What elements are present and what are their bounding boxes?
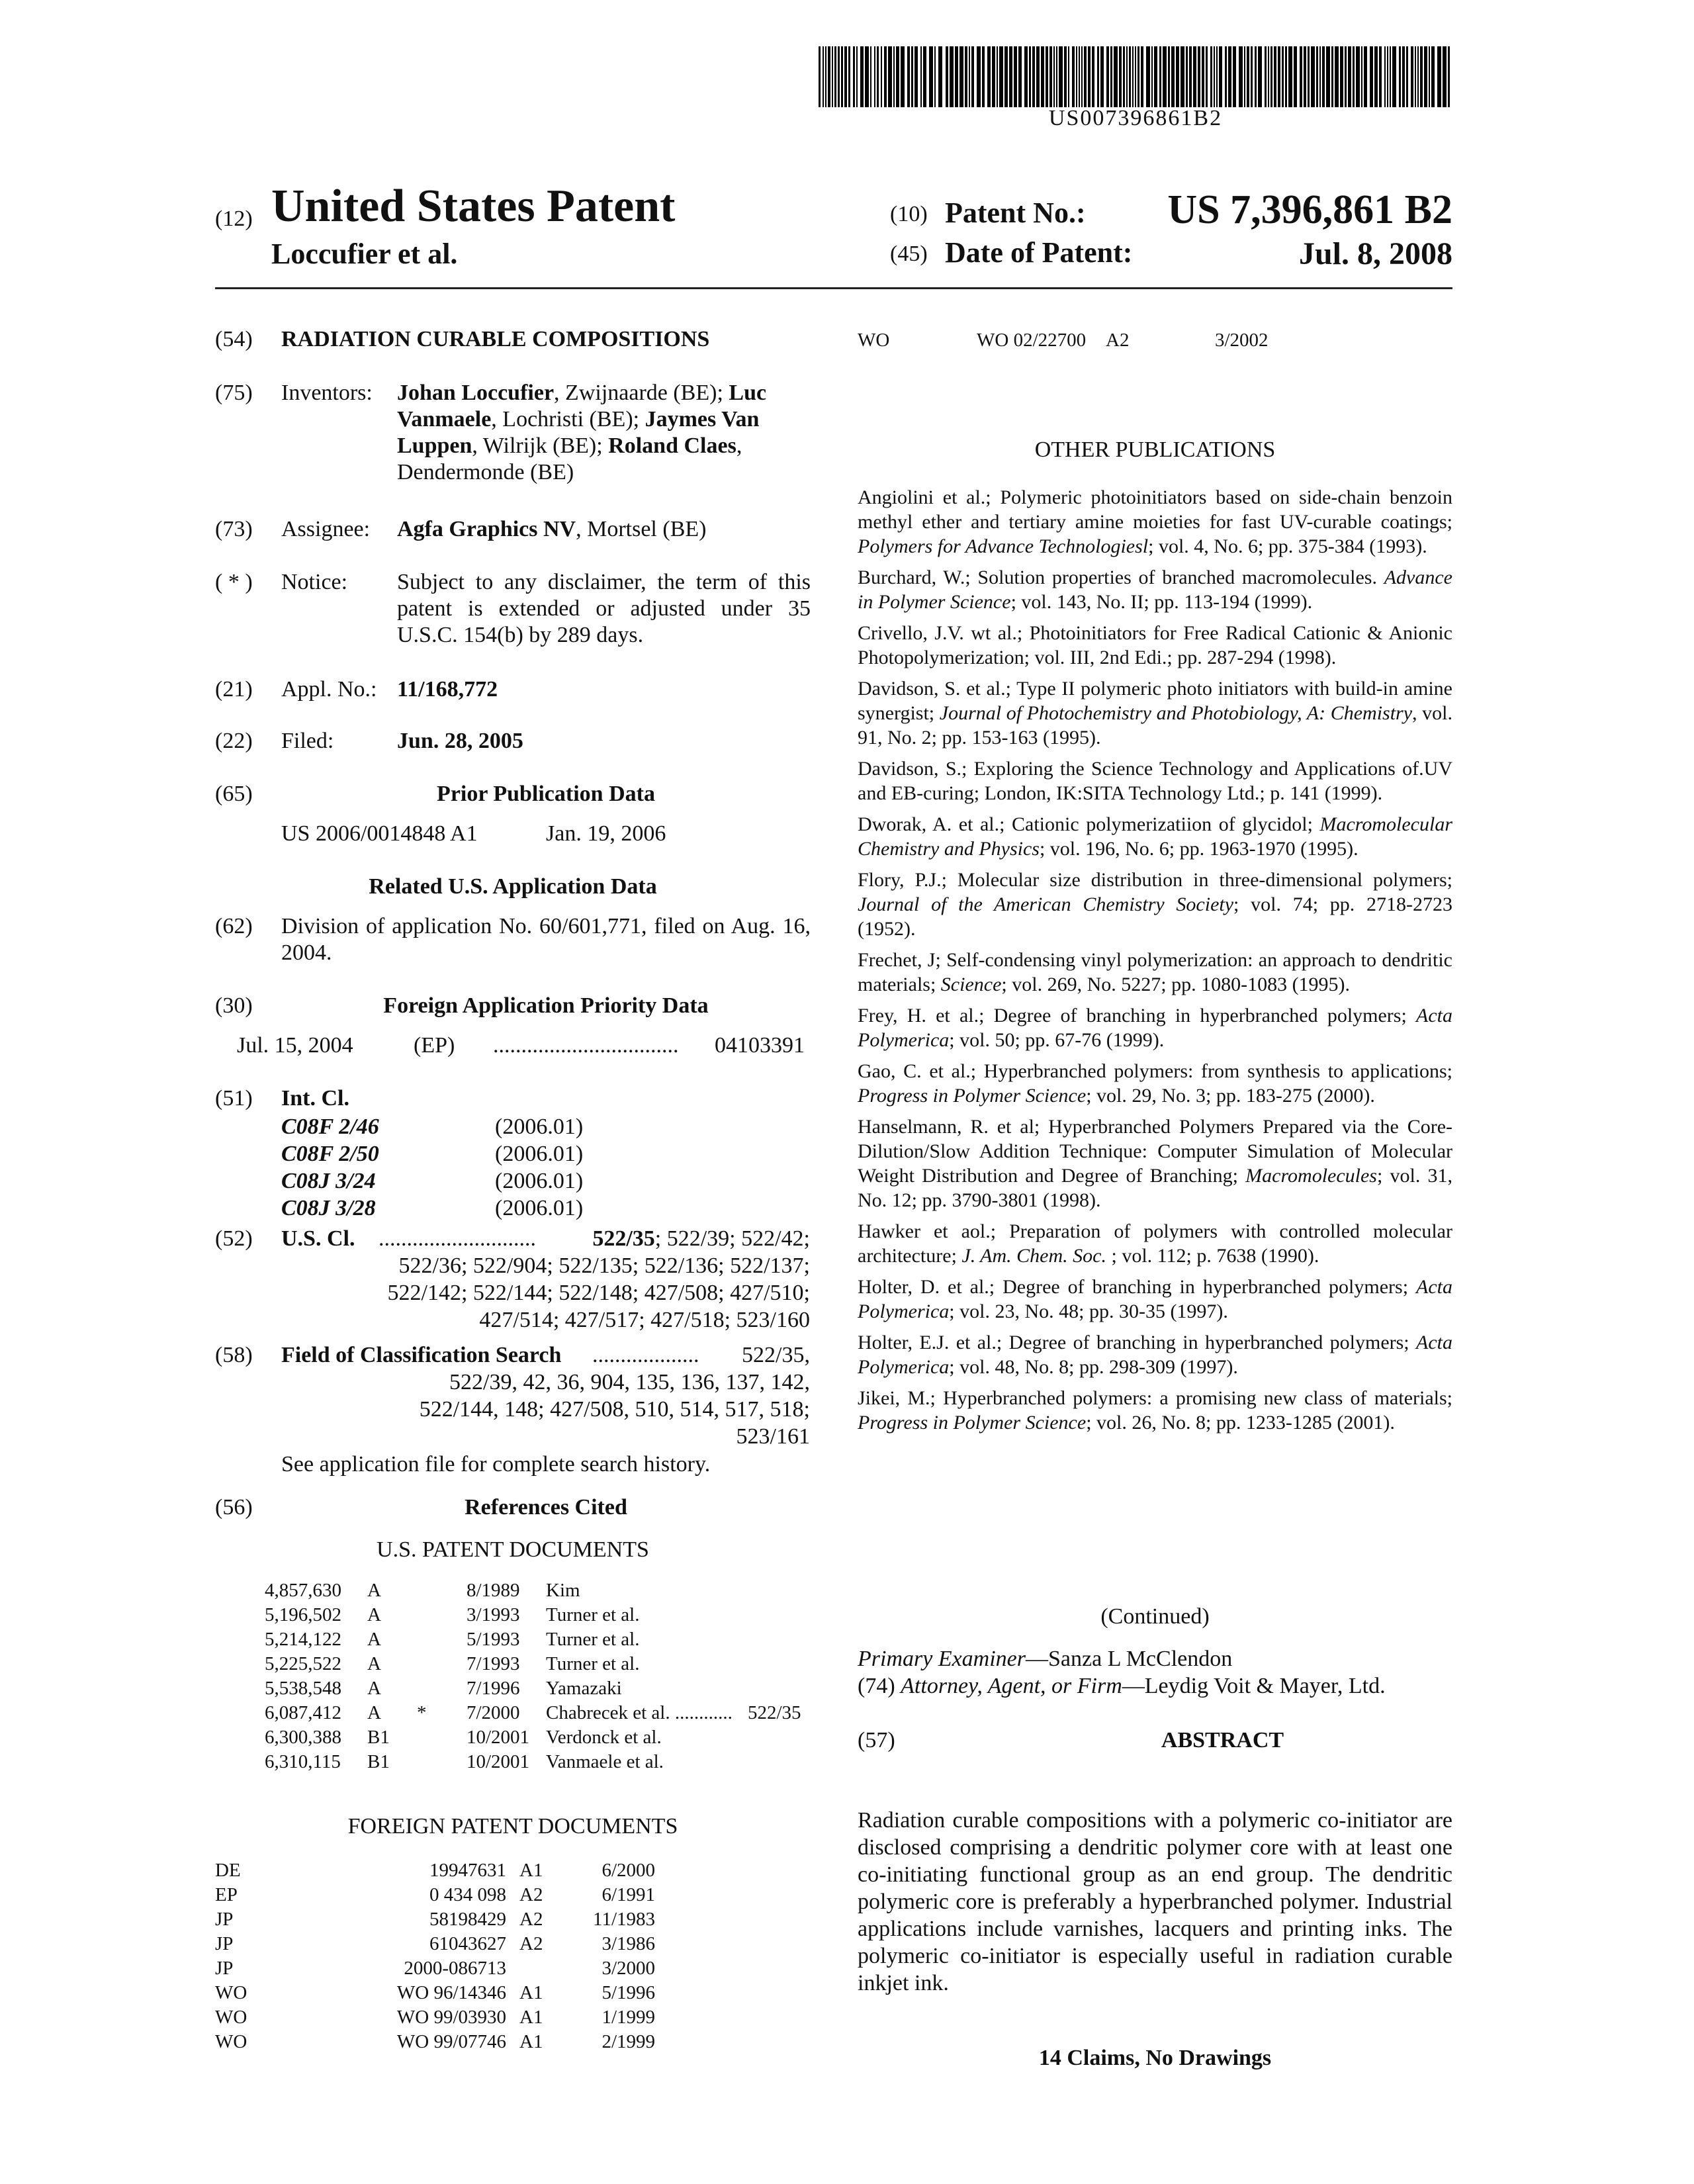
notice-label: Notice:	[281, 569, 347, 596]
examiner-label: Primary Examiner	[858, 1647, 1026, 1671]
examiner-name: —Sanza L McClendon	[1026, 1647, 1232, 1671]
primary-examiner	[858, 1646, 1232, 1672]
notice-code: ( * )	[215, 569, 253, 596]
abstract-heading: ABSTRACT	[993, 1727, 1452, 1754]
document-type: United States Patent	[271, 180, 675, 233]
foreign-docs-heading: FOREIGN PATENT DOCUMENTS	[215, 1813, 811, 1840]
publication-entry: Holter, E.J. et al.; Degree of branching in hyperbranched polymers; Acta Polymerica; vol. 48, No. 8; pp. 298-309 (1997).	[858, 1330, 1452, 1379]
us-docs-heading: U.S. PATENT DOCUMENTS	[215, 1537, 811, 1563]
abstract-code: (57)	[858, 1727, 895, 1754]
publication-entry: Flory, P.J.; Molecular size distribution in three-dimensional polymers; Journal of the American Chemistry Society; vol. 74; pp. 2718-2723 (1952).	[858, 868, 1452, 941]
attorney-code: (74)	[858, 1674, 895, 1698]
patent-number: US 7,396,861 B2	[1167, 187, 1452, 234]
foreign-priority-country: (EP)	[414, 1032, 455, 1059]
inventor-place: , Zwijnaarde (BE);	[554, 381, 729, 405]
header-rule	[215, 287, 1452, 289]
attorney-label: Attorney, Agent, or Firm	[901, 1674, 1122, 1698]
other-publications-heading: OTHER PUBLICATIONS	[858, 437, 1452, 463]
attorney-name: —Leydig Voit & Mayer, Ltd.	[1122, 1674, 1386, 1698]
publication-entry: Davidson, S. et al.; Type II polymeric photo initiators with build-in amine synergist; Journal of Photochemistry and Photobiology, A: Chemistry, vol. 91, No. 2; pp. 153-163 (1995).	[858, 676, 1452, 750]
barcode-number: US007396861B2	[819, 106, 1452, 131]
field-search-code: (58)	[215, 1342, 253, 1369]
field-search-line: 522/35,	[742, 1342, 810, 1369]
us-cl-main: 522/35	[592, 1226, 654, 1251]
foreign-priority-date: Jul. 15, 2004	[237, 1032, 353, 1059]
foreign-priority-code: (30)	[215, 993, 253, 1019]
code-12: (12)	[215, 206, 253, 232]
us-cl-code: (52)	[215, 1226, 253, 1252]
field-search-label: Field of Classification Search	[281, 1342, 561, 1369]
publication-entry: Burchard, W.; Solution properties of branched macromolecules. Advance in Polymer Science; vol. 143, No. II; pp. 113-194 (1999).	[858, 565, 1452, 614]
related-code: (62)	[215, 913, 253, 940]
claims-summary: 14 Claims, No Drawings	[858, 2045, 1452, 2071]
publication-entry: Dworak, A. et al.; Cationic polymerizatiion of glycidol; Macromolecular Chemistry and Physics; vol. 196, No. 6; pp. 1963-1970 (1995).	[858, 812, 1452, 861]
assignee-label: Assignee:	[281, 516, 370, 543]
int-cl-class: C08F 2/50	[281, 1141, 379, 1167]
inventor-name: Johan Loccufier	[397, 381, 554, 405]
publication-entry: Crivello, J.V. wt al.; Photoinitiators for Free Radical Cationic & Anionic Photopolymerization; vol. III, 2nd Edi.; pp. 287-294 (1998).	[858, 621, 1452, 670]
inventor-name: Jaymes Van Luppen	[397, 407, 759, 458]
publications-list	[858, 485, 1452, 1441]
publication-entry: Angiolini et al.; Polymeric photoinitiators based on side-chain benzoin methyl ether and tertiary amine moieties for fast UV-curable coatings; Polymers for Advance Technologiesl; vol. 4, No. 6; pp. 375-384 (1993).	[858, 485, 1452, 559]
appl-label: Appl. No.:	[281, 676, 377, 703]
field-search-note: See application file for complete search history.	[281, 1451, 710, 1478]
int-cl-class: C08J 3/28	[281, 1195, 376, 1222]
publication-entry: Hanselmann, R. et al; Hyperbranched Polymers Prepared via the Core-Dilution/Slow Addition Technique: Computer Simulation of Molecular Weight Distribution and Degree of Branching; Macromolecules; vol. 31, No. 12; pp. 3790-3801 (1998).	[858, 1115, 1452, 1212]
us-cl-line: 522/142; 522/144; 522/148; 427/508; 427/510;	[388, 1280, 810, 1306]
filed-date: Jun. 28, 2005	[397, 728, 523, 754]
related-text: Division of application No. 60/601,771, filed on Aug. 16, 2004.	[281, 913, 811, 966]
assignee	[397, 516, 706, 543]
filed-label: Filed:	[281, 728, 334, 754]
us-cl-dots: ............................	[379, 1226, 536, 1252]
int-cl-label: Int. Cl.	[281, 1085, 349, 1112]
date-of-patent: Jul. 8, 2008	[1299, 236, 1452, 272]
foreign-priority-number: 04103391	[715, 1032, 805, 1059]
int-cl-code: (51)	[215, 1085, 253, 1112]
code-45: (45)	[890, 242, 928, 267]
foreign-priority-heading: Foreign Application Priority Data	[281, 993, 811, 1019]
inventors-list	[397, 380, 807, 486]
inventor-place: ,	[736, 433, 742, 458]
refs-heading: References Cited	[281, 1494, 811, 1521]
code-10: (10)	[890, 202, 928, 227]
int-cl-version: (2006.01)	[495, 1141, 583, 1167]
patent-title: RADIATION CURABLE COMPOSITIONS	[281, 326, 709, 353]
us-cl-line: 427/514; 427/517; 427/518; 523/160	[479, 1307, 810, 1334]
int-cl-class: C08J 3/24	[281, 1168, 376, 1195]
field-search-line: 522/144, 148; 427/508, 510, 514, 517, 518;	[420, 1396, 810, 1423]
field-search-line: 523/161	[736, 1424, 810, 1450]
int-cl-class: C08F 2/46	[281, 1114, 379, 1140]
publication-entry: Jikei, M.; Hyperbranched polymers: a promising new class of materials; Progress in Polymer Science; vol. 26, No. 8; pp. 1233-1285 (2001).	[858, 1386, 1452, 1435]
date-of-patent-label: Date of Patent:	[945, 236, 1132, 269]
us-cl-line: 522/36; 522/904; 522/135; 522/136; 522/137;	[399, 1253, 810, 1279]
patent-number-label: Patent No.:	[945, 196, 1086, 230]
refs-code: (56)	[215, 1494, 253, 1521]
filed-code: (22)	[215, 728, 253, 754]
appl-code: (21)	[215, 676, 253, 703]
abstract-text: Radiation curable compositions with a polymeric co-initiator are disclosed comprising a dendritic polymer core with at least one co-initiating functional group as an end group. The dendritic polymeric core is preferably a hyperbranched polymer. Industrial applications include varnishes, lacquers and printing inks. The polymeric co-initiator is especially useful in radiation curable inkjet ink.	[858, 1807, 1452, 1997]
int-cl-version: (2006.01)	[495, 1168, 583, 1195]
barcode	[819, 46, 1452, 107]
assignee-place: , Mortsel (BE)	[576, 517, 706, 541]
notice-text: Subject to any disclaimer, the term of this patent is extended or adjusted under 35 U.S.C. 154(b) by 289 days.	[397, 569, 811, 649]
prior-pub-code: (65)	[215, 781, 253, 807]
field-search-dots: ...................	[592, 1342, 699, 1369]
publication-entry: Gao, C. et al.; Hyperbranched polymers: from synthesis to applications; Progress in Polymer Science; vol. 29, No. 3; pp. 183-275 (2000).	[858, 1059, 1452, 1108]
field-search-line: 522/39, 42, 36, 904, 135, 136, 137, 142,	[449, 1369, 810, 1396]
prior-pub-heading: Prior Publication Data	[281, 781, 811, 807]
publication-entry: Davidson, S.; Exploring the Science Technology and Applications of.UV and EB-curing; London, IK:SITA Technology Ltd.; p. 141 (1999).	[858, 756, 1452, 805]
us-cl-label: U.S. Cl.	[281, 1226, 355, 1252]
inventor-short: Loccufier et al.	[271, 237, 457, 271]
foreign-priority-dots: .................................	[493, 1032, 679, 1059]
inventor-place: , Lochristi (BE);	[491, 407, 645, 432]
related-heading: Related U.S. Application Data	[215, 874, 811, 900]
assignee-name: Agfa Graphics NV	[397, 517, 576, 541]
publication-entry: Frechet, J; Self-condensing vinyl polymerization: an approach to dendritic materials; Science; vol. 269, No. 5227; pp. 1080-1083 (1995).	[858, 948, 1452, 997]
appl-number: 11/168,772	[397, 676, 498, 703]
us-cl-line: 522/35; 522/39; 522/42;	[592, 1226, 810, 1252]
publication-entry: Hawker et aol.; Preparation of polymers with controlled molecular architecture; J. Am. Chem. Soc. ; vol. 112; p. 7638 (1990).	[858, 1219, 1452, 1268]
continued-note: (Continued)	[858, 1604, 1452, 1630]
prior-pub-number: US 2006/0014848 A1	[281, 821, 478, 847]
attorney	[858, 1673, 1386, 1700]
assignee-code: (73)	[215, 516, 253, 543]
prior-pub-date: Jan. 19, 2006	[546, 821, 666, 847]
inventors-label: Inventors:	[281, 380, 373, 406]
inventor-name: Roland Claes	[608, 433, 736, 458]
publication-entry: Frey, H. et al.; Degree of branching in hyperbranched polymers; Acta Polymerica; vol. 50; pp. 67-76 (1999).	[858, 1003, 1452, 1052]
int-cl-version: (2006.01)	[495, 1114, 583, 1140]
title-code: (54)	[215, 326, 253, 353]
int-cl-version: (2006.01)	[495, 1195, 583, 1222]
inventor-place: Dendermonde (BE)	[397, 460, 574, 484]
inventors-code: (75)	[215, 380, 253, 406]
publication-entry: Holter, D. et al.; Degree of branching in hyperbranched polymers; Acta Polymerica; vol. 23, No. 48; pp. 30-35 (1997).	[858, 1275, 1452, 1324]
inventor-name: Luc Vanmaele	[397, 381, 766, 432]
inventor-place: , Wilrijk (BE);	[472, 433, 608, 458]
